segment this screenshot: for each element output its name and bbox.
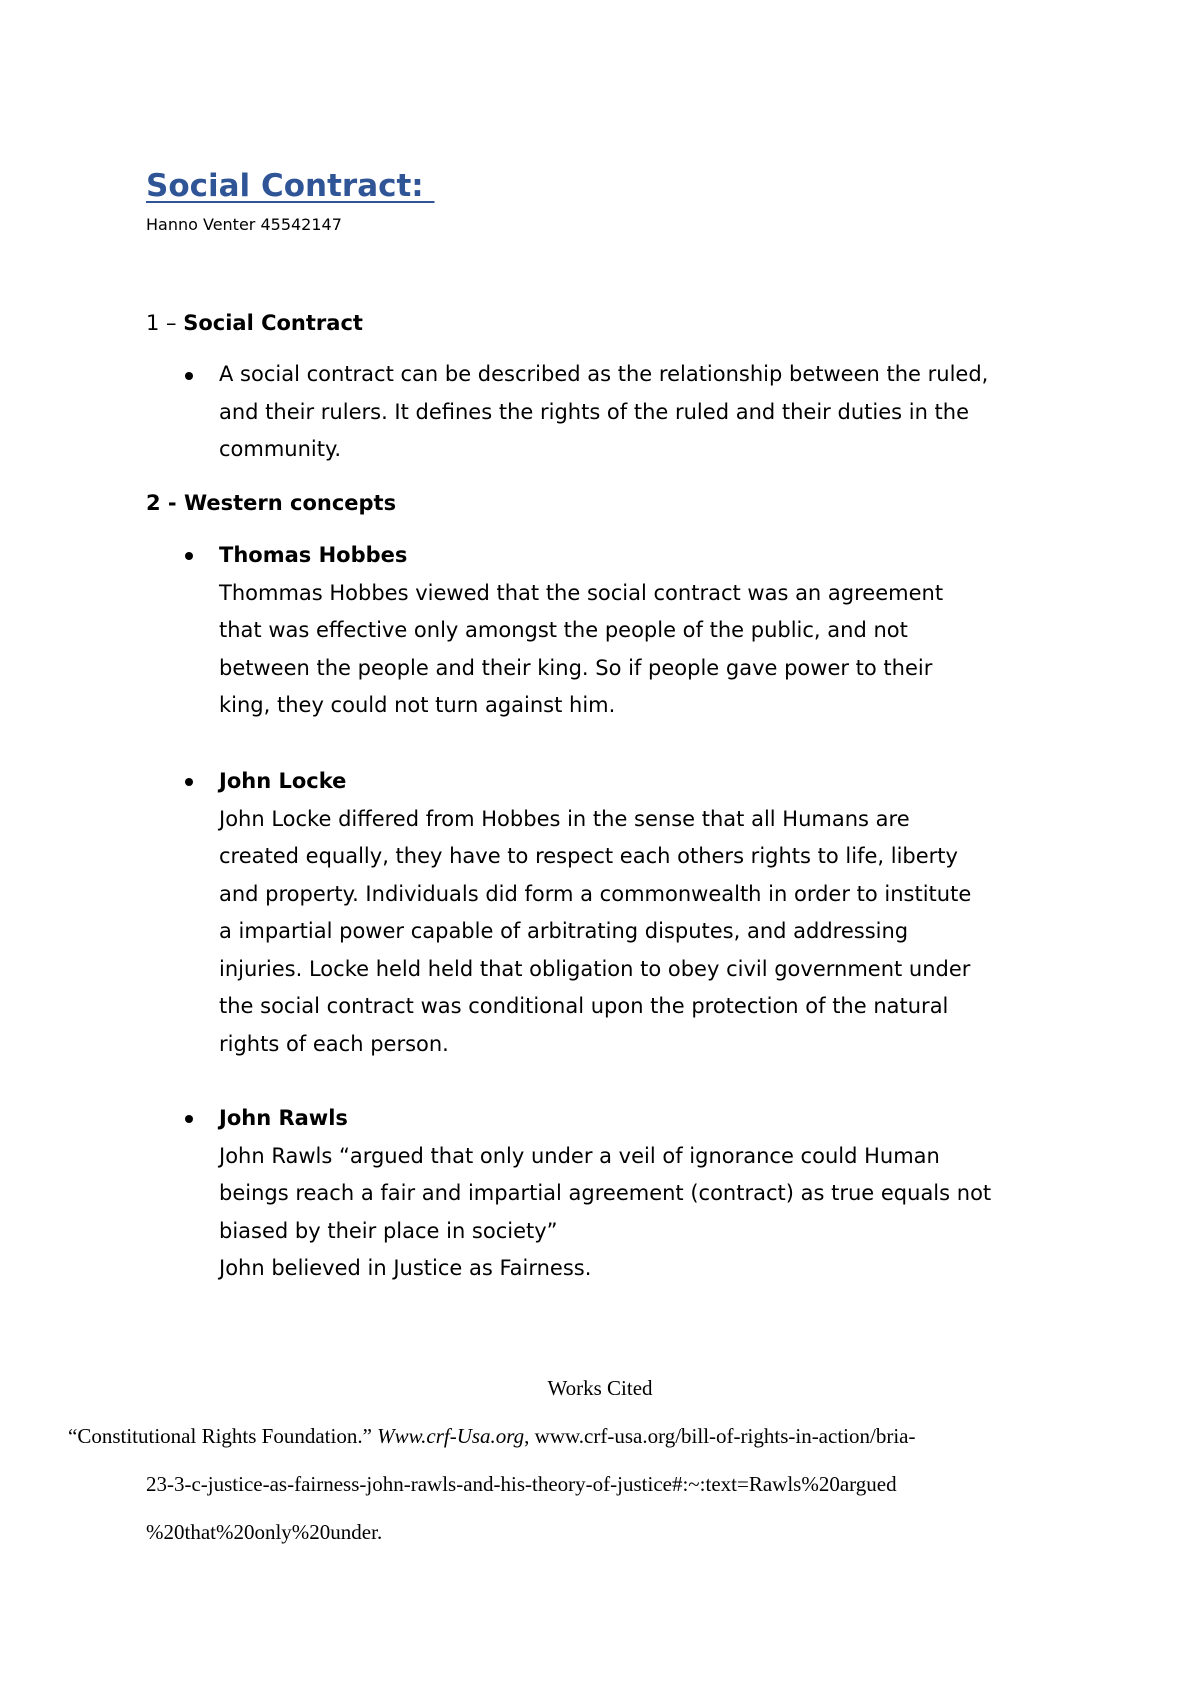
text-line: the social contract was conditional upon the protection of the natural <box>219 994 949 1018</box>
text-line: John Locke differed from Hobbes in the sense that all Humans are <box>219 806 910 831</box>
citation-website: Www.crf-Usa.org <box>377 1424 525 1448</box>
citation-url-part: , www.crf-usa.org/bill-of-rights-in-action/bria- <box>524 1424 916 1448</box>
bullet-name: John Locke <box>219 769 347 793</box>
text-line: and property. Individuals did form a commonwealth in order to institute <box>219 881 972 906</box>
text-line: king, they could not turn against him. <box>219 693 616 717</box>
text-line: that was effective only amongst the people of the public, and not <box>219 618 908 642</box>
author-line: Hanno Venter 45542147 <box>146 215 342 234</box>
section-1-bullet <box>219 356 1079 469</box>
text-line: beings reach a fair and impartial agreement (contract) as true equals not <box>219 1181 992 1205</box>
text-line: Thommas Hobbes viewed that the social contract was an agreement <box>219 580 944 605</box>
bullet-name: John Rawls <box>219 1106 348 1130</box>
citation-line-2: 23-3-c-justice-as-fairness-john-rawls-and-his-theory-of-justice#:~:text=Rawls%20argued <box>146 1472 897 1496</box>
text-line: John believed in Justice as Fairness. <box>219 1256 592 1280</box>
document-title: Social Contract: <box>146 168 435 204</box>
bullet-john-locke <box>219 763 1079 1063</box>
section-1-heading <box>146 305 363 343</box>
citation-line-3: %20that%20only%20under. <box>146 1520 383 1544</box>
section-1-title: Social Contract <box>183 311 363 335</box>
section-2-heading: 2 - Western concepts <box>146 491 397 515</box>
bullet-thomas-hobbes <box>219 537 1079 725</box>
text-line: between the people and their king. So if people gave power to their <box>219 655 933 680</box>
text-line: rights of each person. <box>219 1031 449 1056</box>
text-line: A social contract can be described as the relationship between the ruled, <box>219 362 989 386</box>
text-line: community. <box>219 437 342 461</box>
citation-line-1 <box>68 1412 915 1460</box>
works-cited-title: Works Cited <box>547 1376 653 1400</box>
citation-source: “Constitutional Rights Foundation.” <box>68 1424 378 1448</box>
text-line: John Rawls “argued that only under a veil of ignorance could Human <box>219 1143 940 1168</box>
section-1-number: 1 – <box>146 311 184 335</box>
text-line: biased by their place in society” <box>219 1218 558 1243</box>
bullet-name: Thomas Hobbes <box>219 543 408 567</box>
bullet-icon <box>185 372 193 380</box>
text-line: a impartial power capable of arbitrating disputes, and addressing <box>219 919 909 943</box>
text-line: and their rulers. It defines the rights of the ruled and their duties in the <box>219 399 970 424</box>
text-line: created equally, they have to respect each others rights to life, liberty <box>219 844 958 868</box>
bullet-icon <box>185 1115 193 1123</box>
bullet-icon <box>185 552 193 560</box>
bullet-icon <box>185 778 193 786</box>
text-line: injuries. Locke held held that obligation to obey civil government under <box>219 956 971 981</box>
bullet-john-rawls <box>219 1100 1079 1288</box>
